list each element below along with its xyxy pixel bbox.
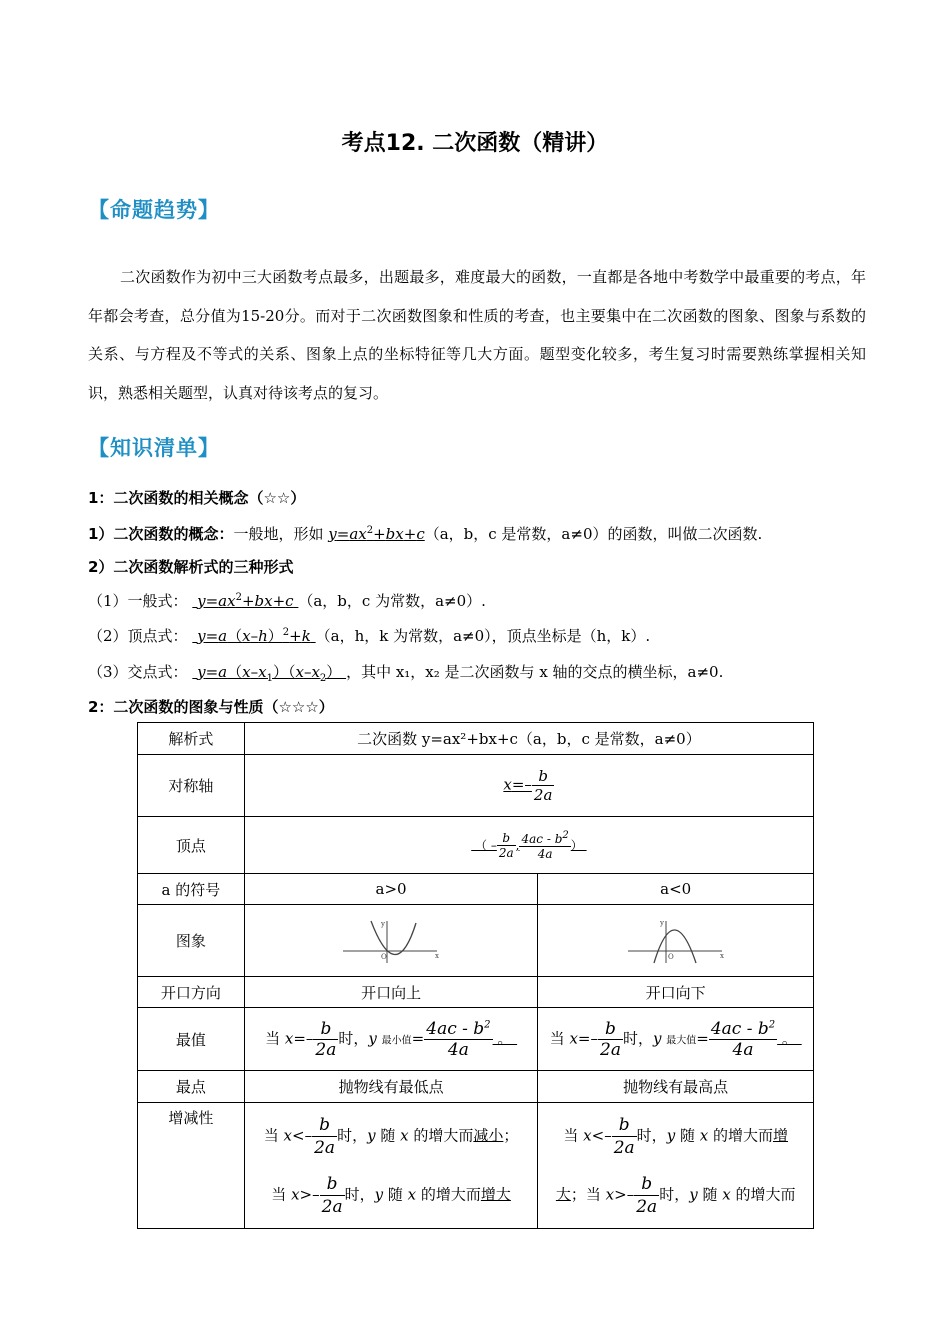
a-positive: a>0 xyxy=(244,874,538,905)
monotonic-up: 当 x<– $\frac{b}{2a}$ 时，y 随 x 的增大而减小； 当 x>– $\frac{b}{2a}$ 时，y 随 x 的增大而增大 xyxy=(244,1103,538,1229)
form-general-formula: $y=ax^2+bx+c$ xyxy=(197,592,294,610)
axis-formula: x=– $\frac{b}{2a}$ xyxy=(244,755,813,817)
min-label: 最小值 xyxy=(381,1035,412,1046)
concept-formula: $y=ax^2+bx+c$ xyxy=(328,525,425,543)
opens-down: 开口向下 xyxy=(538,977,814,1008)
lowest-point: 抛物线有最低点 xyxy=(244,1071,538,1103)
table-row xyxy=(138,977,814,1008)
heading-concepts: 1：二次函数的相关概念（☆☆） xyxy=(88,489,306,507)
form-intercept xyxy=(88,661,723,684)
trend-text: 二次函数作为初中三大函数考点最多，出题最多，难度最大的函数，一直都是各地中考数学中最重要的考点，年年都会考查，总分值为15-20分。而对于二次函数图象和性质的考查，也主要集中在二次函数的图象、图象与系数的关系、与方程及不等式的关系、图象上点的坐标特征等几大方面。题型变化较多，考生复习时需要熟练掌握相关知识，熟悉相关题型，认真对待该考点的复习。 xyxy=(88,268,866,402)
section-trend-heading: 【命题趋势】 xyxy=(88,198,220,222)
table-row xyxy=(138,817,814,874)
svg-text:y: y xyxy=(659,918,664,927)
row-label: 对称轴 xyxy=(138,755,245,817)
form-vertex-formula: $y=a(x-h)^2+k$ xyxy=(197,627,311,645)
table-row xyxy=(138,1103,814,1229)
row-label: 开口方向 xyxy=(138,977,245,1008)
max-label: 最大值 xyxy=(666,1035,697,1046)
row-label: 顶点 xyxy=(138,817,245,874)
form-general-label: （1）一般式： xyxy=(88,592,188,610)
upward-parabola-icon xyxy=(341,917,441,965)
section-knowledge-heading: 【知识清单】 xyxy=(88,436,220,460)
highest-point: 抛物线有最高点 xyxy=(538,1071,814,1103)
concept-line xyxy=(88,523,762,544)
table-row xyxy=(138,905,814,977)
monotonic-down: 当 x<– $\frac{b}{2a}$ 时，y 随 x 的增大而增 大；当 x>– $\frac{b}{2a}$ 时，y 随 x 的增大而 xyxy=(538,1103,814,1229)
table-row xyxy=(138,1071,814,1103)
max-value-formula: 当 x=– $\frac{b}{2a}$ 时，y 最大值= $\frac{4ac - b^2}{4a}$ 。 xyxy=(538,1008,814,1071)
svg-text:y: y xyxy=(381,919,386,928)
form-vertex-post: （a，h，k 为常数，a≠0），顶点坐标是（h，k）. xyxy=(315,627,651,645)
table-row xyxy=(138,723,814,755)
svg-text:x: x xyxy=(719,951,724,960)
downward-parabola-icon xyxy=(626,917,726,965)
heading-forms: 2）二次函数解析式的三种形式 xyxy=(88,558,294,576)
vertex-formula: （ – $\frac{b}{2a}$ , $\frac{4ac - b^2}{4a}$ ） xyxy=(244,817,813,874)
row-label: 解析式 xyxy=(138,723,245,755)
concept-label: 1）二次函数的概念： xyxy=(88,525,234,543)
increase-word: 增大 xyxy=(480,1185,511,1203)
table-row xyxy=(138,1008,814,1071)
form-intercept-post: ，其中 x₁，x₂ 是二次函数与 x 轴的交点的横坐标，a≠0. xyxy=(346,663,724,681)
concept-post: （a，b，c 是常数，a≠0）的函数，叫做二次函数. xyxy=(424,525,763,543)
opens-up: 开口向上 xyxy=(244,977,538,1008)
svg-text:O: O xyxy=(667,952,674,961)
table-row xyxy=(138,755,814,817)
properties-table xyxy=(137,722,814,1229)
row-label: 增减性 xyxy=(138,1103,245,1229)
row-label: 图象 xyxy=(138,905,245,977)
min-value-formula: 当 x=– $\frac{b}{2a}$ 时，y 最小值= $\frac{4ac - b^2}{4a}$ 。 xyxy=(244,1008,538,1071)
row-label: 最点 xyxy=(138,1071,245,1103)
trend-paragraph xyxy=(88,258,866,412)
row-label: a 的符号 xyxy=(138,874,245,905)
page-title: 考点12. 二次函数（精讲） xyxy=(341,131,609,156)
concept-pre: 一般地，形如 xyxy=(233,525,324,543)
heading-graph-properties: 2：二次函数的图象与性质（☆☆☆） xyxy=(88,698,334,716)
decrease-word: 减小 xyxy=(473,1126,504,1144)
form-vertex-label: （2）顶点式： xyxy=(88,627,188,645)
svg-text:x: x xyxy=(435,951,440,960)
form-vertex xyxy=(88,625,650,646)
form-intercept-formula: $y=a(x-x_1)(x-x_2)$ xyxy=(197,663,347,684)
table-row xyxy=(138,874,814,905)
upward-parabola-graph xyxy=(244,905,538,977)
svg-text:O: O xyxy=(381,952,387,961)
form-intercept-label: （3）交点式： xyxy=(88,663,188,681)
downward-parabola-graph xyxy=(538,905,814,977)
form-general xyxy=(88,590,486,611)
a-negative: a<0 xyxy=(538,874,814,905)
row-label: 最值 xyxy=(138,1008,245,1071)
expression-cell: 二次函数 y=ax²+bx+c（a，b，c 是常数，a≠0） xyxy=(244,723,813,755)
form-general-post: （a，b，c 为常数，a≠0）. xyxy=(298,592,486,610)
